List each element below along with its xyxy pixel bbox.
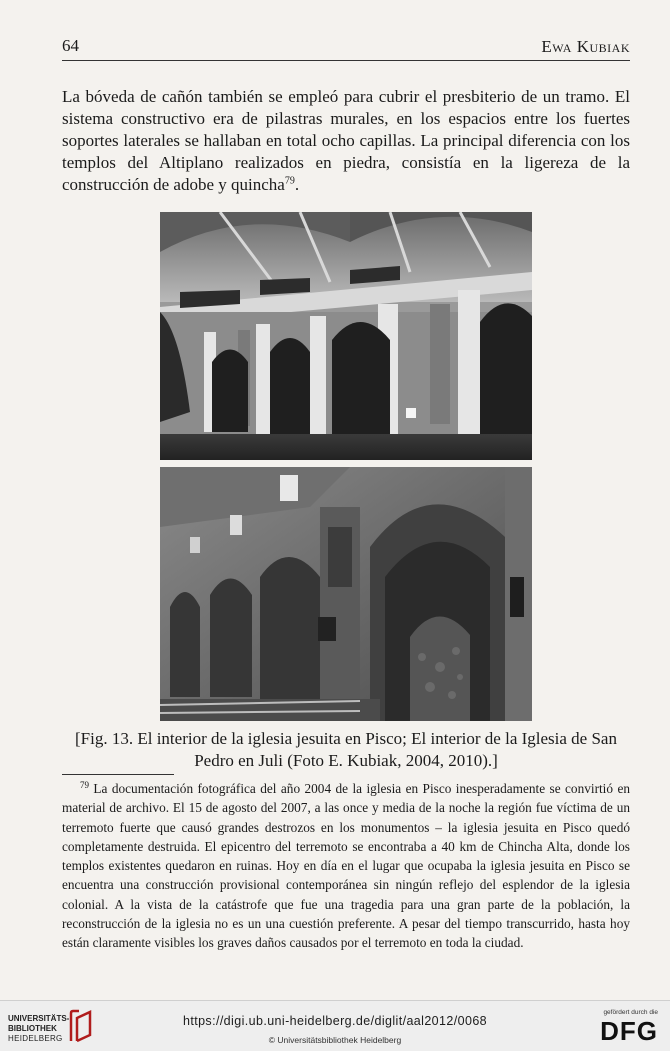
library-line-1: UNIVERSITÄTS-	[8, 1014, 70, 1023]
pisco-interior-image	[160, 212, 532, 460]
footnote-reference[interactable]: 79	[284, 175, 295, 187]
viewer-footer	[0, 1000, 670, 1051]
body-text: La bóveda de cañón también se empleó para cubrir el presbiterio de un tramo. El sistema constructivo era de pilastras murales, en los espacios entre los fuertes soportes laterales se hallaban en total ocho capillas. La principal diferencia con los templos del Altiplano realizados en piedra, consistía en la ligereza de la construcción de adobe y quincha	[62, 87, 630, 194]
figure-caption: [Fig. 13. El interior de la iglesia jesuita en Pisco; El interior de la Iglesia de San Pedro en Juli (Foto E. Kubiak, 2004, 2010).]	[75, 729, 617, 770]
footnote-number: 79	[80, 780, 89, 790]
permalink-url[interactable]: https://digi.ub.uni-heidelberg.de/diglit/aal2012/0068	[182, 1014, 488, 1028]
running-head: Ewa Kubiak	[541, 37, 630, 56]
body-paragraph	[62, 86, 630, 196]
copyright-notice: © Universitätsbibliothek Heidelberg	[268, 1035, 402, 1045]
library-line-3: HEIDELBERG	[8, 1034, 63, 1043]
footnote-79	[62, 776, 630, 953]
footnote-divider	[62, 774, 174, 775]
dfg-logo[interactable]: DFG	[600, 1016, 658, 1046]
page-number: 64	[62, 36, 79, 55]
photo-juli-interior	[160, 467, 532, 721]
juli-interior-image	[160, 467, 532, 721]
body-end: .	[294, 175, 300, 194]
footnote-text: La documentación fotográfica del año 2004 de la iglesia en Pisco inesperadamente se convirtió en material de archivo. El 15 de agosto del 2007, a las once y media de la noche la región fue víctima de un terremoto fuerte que causó grandes destrozos en los monumentos – la iglesia jesuita en Pisco quedó completamente destruida. El epicentro del terremoto se encontraba a 40 km de Chincha Alta, donde los templos existentes quedaron en ruinas. Hoy en día en el lugar que ocupaba la iglesia jesuita en Pisco se encuentra una construcción provisional contemporánea sin ningún reflejo del esplendor de la iglesia colonial. A la vista de la catástrofe que fue una tragedia para una gran parte de la población, la reconstrucción de la iglesia no es un una cuestión preferente. A pesar del tiempo transcurrido, hasta hoy están claramente visibles los graves daños causados por el terremoto en toda la ciudad.	[62, 781, 630, 951]
dfg-funding-note: gefördert durch die	[603, 1009, 658, 1016]
library-line-2: BIBLIOTHEK	[8, 1024, 57, 1033]
photo-pisco-interior	[160, 212, 532, 460]
page-header	[62, 36, 630, 61]
